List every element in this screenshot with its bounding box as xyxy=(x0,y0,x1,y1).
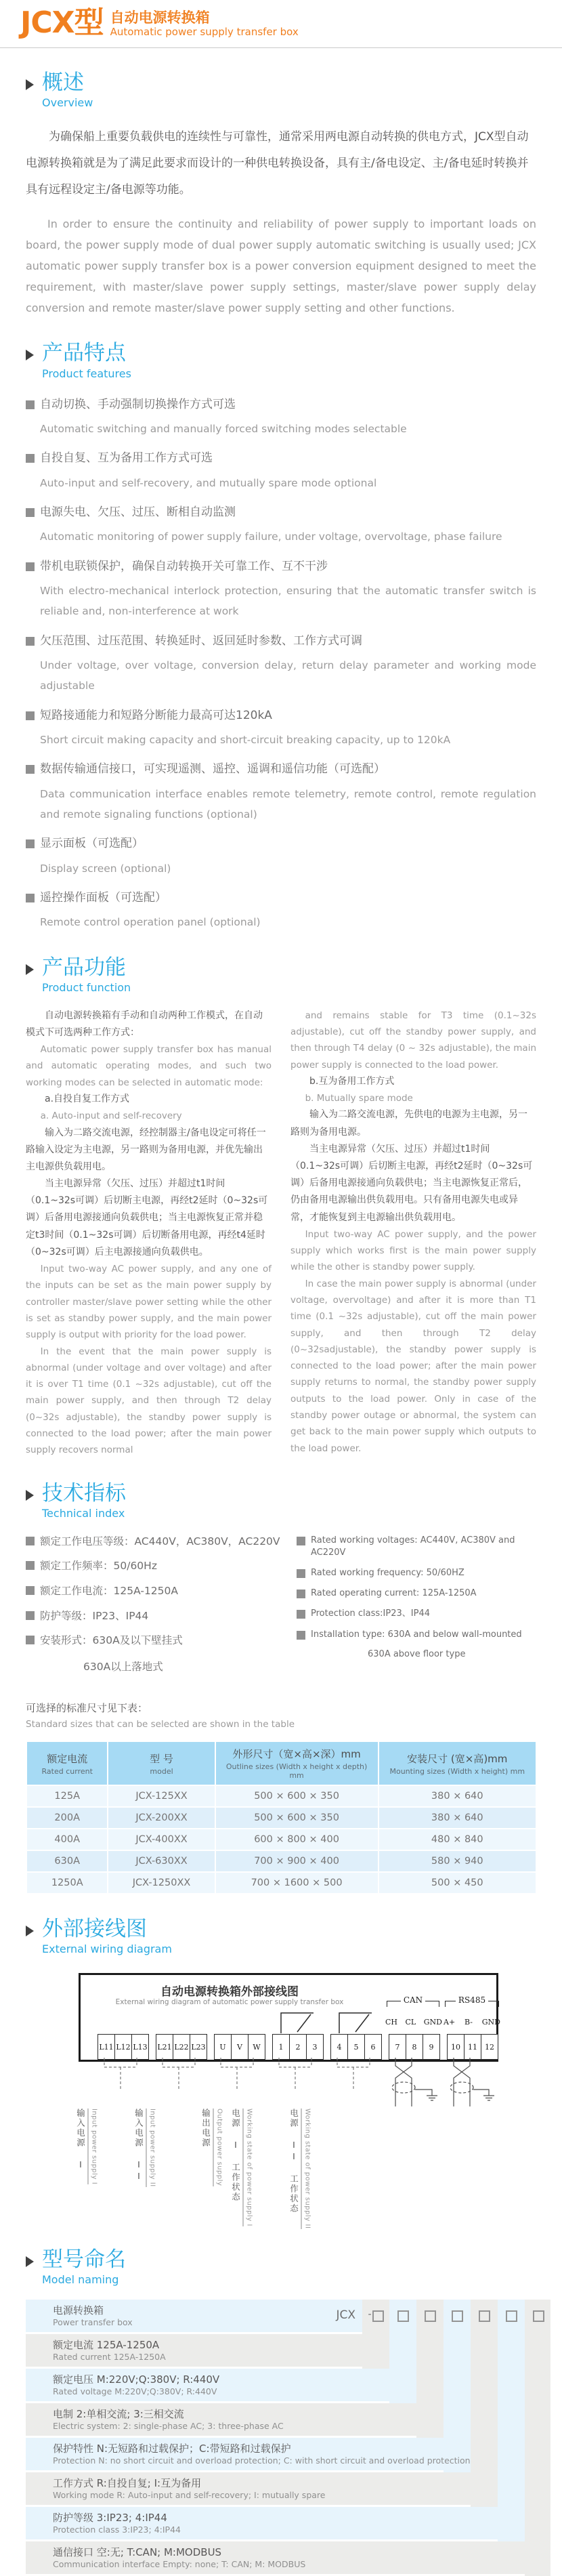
cell-rated-current: 400A xyxy=(26,1829,108,1850)
technical-columns xyxy=(26,1535,536,1683)
technical-left-column xyxy=(26,1535,297,1683)
triangle-bullet-icon xyxy=(26,964,34,975)
cell-outline-size: 600 × 800 × 400 xyxy=(215,1829,379,1850)
tech-item: 额定工作电压等级：AC440V，AC380V，AC220V xyxy=(40,1535,280,1547)
tech-item: Rated working voltages: AC440V, AC380V and AC220V xyxy=(311,1535,515,1558)
cell-mounting-size: 380 × 640 xyxy=(379,1785,536,1807)
cell-rated-current: 630A xyxy=(26,1850,108,1872)
terminal-group-output xyxy=(215,2034,265,2060)
terminal: 12 xyxy=(481,2034,498,2060)
lead-label-zh: 输出电源 xyxy=(200,2108,214,2186)
pin-b-minus: B- xyxy=(464,2018,473,2027)
table-row xyxy=(26,1829,536,1850)
col-header-rated-current: 额定电流 Rated current xyxy=(26,1741,108,1785)
table-note-zh: 可选择的标准尺寸见下表： xyxy=(26,1702,148,1715)
lead-label-en: Working state of power supply I xyxy=(245,2108,253,2227)
square-bullet-icon xyxy=(26,508,35,517)
terminal-group-input2 xyxy=(156,2034,207,2060)
cell-model: JCX-400XX xyxy=(108,1829,215,1850)
feature-item xyxy=(26,890,536,933)
function-paragraph: b.互为备用工作方式 xyxy=(309,1075,395,1087)
terminal: 2 xyxy=(289,2034,307,2060)
terminal: L12 xyxy=(114,2034,132,2060)
square-bullet-icon xyxy=(297,1631,305,1640)
feature-en: Automatic switching and manually forced switching modes selectable xyxy=(40,423,407,436)
lead-label-en: Output power supply xyxy=(215,2108,223,2186)
transfer-box-outline xyxy=(79,1973,498,2062)
function-columns xyxy=(26,1007,536,1459)
terminal-group-state2 xyxy=(331,2034,382,2060)
function-paragraph: Automatic power supply transfer box has manual and automatic operating modes, and such two working modes can be selected in automatic mode: xyxy=(26,1044,272,1088)
code-column-7 xyxy=(525,2300,550,2576)
function-paragraph: 输入为二路交流电源，先供电的电源为主电源，另一路则为备用电源。 xyxy=(290,1109,527,1138)
lead-label-en: Working state of power supply II xyxy=(303,2108,311,2229)
pin-gnd: GND xyxy=(423,2018,442,2027)
col-header-outline-sizes: 外形尺寸（宽×高×深）mm Outline sizes (Width x height x depth) mm xyxy=(215,1741,379,1785)
product-title-block xyxy=(110,9,299,38)
square-bullet-icon xyxy=(297,1610,305,1619)
wiring-title-en: External wiring diagram xyxy=(42,1943,172,1956)
naming-row-zh: 通信接口 空:无; T:CAN; M:MODBUS xyxy=(53,2546,222,2558)
code-box-icon xyxy=(372,2310,384,2322)
contact-switch-icon xyxy=(273,2008,322,2033)
naming-row-zh: 额定电流 125A-1250A xyxy=(53,2338,160,2351)
terminal: 7 xyxy=(389,2034,406,2060)
col-header-model: 型 号 model xyxy=(108,1741,215,1785)
model-naming-diagram xyxy=(26,2300,550,2576)
diagram-title-zh: 自动电源转换箱外部接线图 xyxy=(160,1985,299,1999)
square-bullet-icon xyxy=(26,400,35,409)
naming-title-en: Model naming xyxy=(42,2273,119,2287)
wiring-heading xyxy=(26,1917,536,1955)
function-paragraph: 当主电源异常（欠压、过压）并超过t1时间（0.1~32s可调）后切断主电源，再经t2延时（0~32s可调）后备用电源接通向负载供电；当主电源恢复正常后，仍由备用电源输出供负载用电。只有备用电源失电或异常，才能恢复到主电源输出供负载用电。 xyxy=(290,1143,533,1223)
feature-zh: 自动切换、手动强制切换操作方式可选 xyxy=(40,397,236,411)
cell-mounting-size: 480 × 840 xyxy=(379,1829,536,1850)
square-bullet-icon xyxy=(26,711,35,720)
table-row xyxy=(26,1872,536,1894)
function-paragraph: 当主电源异常（欠压、过压）并超过t1时间（0.1~32s可调）后切断主电源，再经t2延时（0~32s可调）后备用电源接通向负载供电；当主电源恢复正常并稳定t3时间（0.1~32s可调）后切断备用电源，再经t4延时（0~32s可调）后主电源接通向负载供电。 xyxy=(26,1178,268,1258)
naming-row-en: Rated current 125A-1250A xyxy=(53,2351,166,2362)
technical-right-column xyxy=(297,1535,536,1683)
section-technical xyxy=(26,1482,536,1895)
feature-zh: 自投自复、互为备用工作方式可选 xyxy=(40,451,213,465)
function-paragraph: Input two-way AC power supply, and any one of the inputs can be set as the main power supply by controller master/slave power setting while the other is set as standby power supply, and the main power supply is output with priority for the load power. xyxy=(26,1264,272,1341)
cell-outline-size: 500 × 600 × 350 xyxy=(215,1807,379,1829)
square-bullet-icon xyxy=(26,1636,35,1644)
function-paragraph: Input two-way AC power supply, and the power supply which works first is the main power supply while the other is standby power supply. xyxy=(290,1228,536,1273)
table-row xyxy=(26,1785,536,1807)
cell-mounting-size: 500 × 450 xyxy=(379,1872,536,1894)
technical-heading xyxy=(26,1482,536,1520)
function-right-column xyxy=(290,1007,536,1459)
code-box-icon xyxy=(479,2310,490,2322)
can-label: CAN xyxy=(403,1995,423,2006)
rs485-bracket xyxy=(445,1995,499,2007)
header-divider xyxy=(0,47,562,48)
lead-label-zh: 输入电源 I xyxy=(74,2108,89,2184)
section-overview xyxy=(26,71,536,318)
naming-row-en: Protection N: no short circuit and overload protection; C: with short circuit and overload protection xyxy=(53,2455,471,2466)
cell-mounting-size: 380 × 640 xyxy=(379,1807,536,1829)
terminal-group-input1 xyxy=(98,2034,149,2060)
naming-row-en: Power transfer box xyxy=(53,2317,133,2327)
code-box-icon xyxy=(452,2310,463,2322)
tech-item: 额定工作频率：50/60Hz xyxy=(40,1560,157,1573)
feature-en: Remote control operation panel (optional) xyxy=(40,916,261,929)
triangle-bullet-icon xyxy=(26,1490,34,1501)
section-naming xyxy=(26,2248,536,2576)
cell-model: JCX-630XX xyxy=(108,1850,215,1872)
cell-model: JCX-1250XX xyxy=(108,1872,215,1894)
function-heading xyxy=(26,956,536,994)
lead-label-zh: 输入电源 II xyxy=(133,2108,147,2187)
feature-en: Data communication interface enables remote telemetry, remote control, remote regulation and remote signaling functions (optional) xyxy=(40,787,536,821)
lead-label-zh: 电源 I 工作状态 xyxy=(230,2108,244,2226)
cell-outline-size: 700 × 1600 × 500 xyxy=(215,1872,379,1894)
terminal: 10 xyxy=(447,2034,464,2060)
feature-zh: 电源失电、欠压、过压、断相自动监测 xyxy=(40,505,236,519)
feature-zh: 数据传输通信接口，可实现遥测、遥控、遥调和遥信功能（可选配） xyxy=(40,762,385,776)
terminal: W xyxy=(248,2034,265,2060)
code-box-icon xyxy=(425,2310,436,2322)
code-box-icon xyxy=(506,2310,517,2322)
tech-item-continuation: 630A above floor type xyxy=(368,1648,466,1659)
feature-item xyxy=(26,707,536,751)
naming-row-en: Communication interface Empty: none; T: CAN; M: MODBUS xyxy=(53,2558,306,2569)
product-title-zh: 自动电源转换箱 xyxy=(110,9,210,26)
standard-sizes-table xyxy=(26,1741,537,1894)
technical-title-zh: 技术指标 xyxy=(42,1480,126,1505)
square-bullet-icon xyxy=(26,1561,35,1570)
feature-en: Auto-input and self-recovery, and mutually spare mode optional xyxy=(40,476,377,489)
overview-title-zh: 概述 xyxy=(42,70,84,96)
cell-rated-current: 1250A xyxy=(26,1872,108,1894)
triangle-bullet-icon xyxy=(26,2256,34,2267)
lead-label-en: Input power supply I xyxy=(90,2108,98,2185)
feature-item xyxy=(26,558,536,622)
pin-gnd: GND xyxy=(481,2018,500,2027)
table-header-row xyxy=(26,1741,536,1785)
cell-model: JCX-125XX xyxy=(108,1785,215,1807)
can-bracket xyxy=(387,1995,439,2007)
product-title-en: Automatic power supply transfer box xyxy=(110,26,299,39)
tech-item: Protection class:IP23、IP44 xyxy=(311,1608,430,1619)
overview-paragraph-zh: 为确保船上重要负载供电的连续性与可靠性，通常采用两电源自动转换的供电方式，JCX型自动电源转换箱就是为了满足此要求而设计的一种供电转换设备，具有主/备电设定、主/备电延时转换并具有远程设定主/备电源等功能。 xyxy=(26,130,529,197)
technical-title-en: Technical index xyxy=(42,1506,125,1520)
terminal-group-state1 xyxy=(273,2034,324,2060)
tech-item: 额定工作电流：125A-1250A xyxy=(40,1585,178,1598)
square-bullet-icon xyxy=(297,1569,305,1578)
cell-rated-current: 200A xyxy=(26,1807,108,1829)
feature-zh: 短路接通能力和短路分断能力最高可达120kA xyxy=(40,708,272,722)
tech-item: 安装形式：630A及以下壁挂式 xyxy=(40,1634,183,1647)
square-bullet-icon xyxy=(26,1611,35,1620)
pin-cl: CL xyxy=(405,2018,416,2027)
square-bullet-icon xyxy=(26,1586,35,1595)
pin-a-plus: A+ xyxy=(444,2018,456,2027)
section-function xyxy=(26,956,536,1459)
tech-item-continuation: 630A以上落地式 xyxy=(83,1661,163,1674)
square-bullet-icon xyxy=(26,1537,35,1545)
naming-heading xyxy=(26,2248,536,2286)
tech-item: Rated working frequency: 50/60HZ xyxy=(311,1568,464,1579)
overview-heading xyxy=(26,71,536,109)
feature-zh: 带机电联锁保护，确保自动转换开关可靠工作、互不干涉 xyxy=(40,559,328,573)
feature-en: Short circuit making capacity and short-circuit breaking capacity, up to 120kA xyxy=(40,734,451,747)
terminal: L21 xyxy=(156,2034,173,2060)
function-paragraph: 输入为二路交流电源，经控制器主/备电设定可将任一路输入设定为主电源，另一路则为备用电源，并优先输出主电源供负载用电。 xyxy=(26,1127,266,1172)
wiring-title-zh: 外部接线图 xyxy=(42,1917,147,1942)
naming-row-communication xyxy=(26,2541,550,2574)
terminal: 11 xyxy=(464,2034,481,2060)
rs485-pin-labels xyxy=(444,2018,500,2027)
naming-row-zh: 额定电压 M:220V;Q:380V; R:440V xyxy=(53,2373,220,2386)
terminal: L13 xyxy=(131,2034,149,2060)
triangle-bullet-icon xyxy=(26,79,34,90)
naming-row-protection xyxy=(26,2438,471,2470)
naming-title-zh: 型号命名 xyxy=(42,2247,126,2272)
feature-item xyxy=(26,633,536,697)
feature-item xyxy=(26,761,536,825)
naming-row-protection-class xyxy=(26,2507,525,2539)
feature-item xyxy=(26,504,536,547)
code-column-6 xyxy=(498,2300,525,2541)
section-wiring xyxy=(26,1917,536,2229)
terminal: L22 xyxy=(173,2034,190,2060)
terminal: 5 xyxy=(347,2034,365,2060)
square-bullet-icon xyxy=(26,894,35,902)
square-bullet-icon xyxy=(297,1590,305,1598)
features-heading xyxy=(26,341,536,379)
section-features xyxy=(26,341,536,932)
function-left-column xyxy=(26,1007,272,1459)
naming-row-zh: 防护等级 3:IP23; 4:IP44 xyxy=(53,2511,167,2524)
product-model-title: JCX型 xyxy=(20,5,104,40)
terminal: L23 xyxy=(190,2034,207,2060)
features-title-en: Product features xyxy=(42,367,131,380)
naming-row-en: Electric system: 2: single-phase AC; 3: three-phase AC xyxy=(53,2420,284,2431)
function-title-en: Product function xyxy=(42,980,131,994)
feature-en: With electro-mechanical interlock protection, ensuring that the automatic transfer switch is reliable and, non-interference at work xyxy=(40,585,536,618)
cell-model: JCX-200XX xyxy=(108,1807,215,1829)
can-pin-labels xyxy=(385,2018,442,2027)
terminal: 8 xyxy=(406,2034,423,2060)
cell-outline-size: 700 × 900 × 400 xyxy=(215,1850,379,1872)
code-box-icon xyxy=(397,2310,409,2322)
tech-item: Installation type: 630A and below wall-mounted xyxy=(311,1629,522,1640)
feature-zh: 显示面板（可选配） xyxy=(40,837,144,851)
naming-row-working-mode xyxy=(26,2472,498,2505)
naming-row-zh: 保护特性 N:无短路和过载保护；C:带短路和过载保护 xyxy=(53,2442,291,2455)
lead-label-en: Input power supply II xyxy=(148,2108,156,2187)
overview-paragraph-en: In order to ensure the continuity and reliability of power supply to important loads on board, the power supply mode of dual power supply automatic switching is usually used; JCX automatic power supply transfer box is a power conversion equipment designed to meet the requirement, with master/slave power supply settings, master/slave power supply delay conversion and remote master/slave power supply setting and other functions. xyxy=(26,217,536,315)
terminal: 9 xyxy=(423,2034,440,2060)
triangle-bullet-icon xyxy=(26,350,34,360)
function-paragraph: 自动电源转换箱有手动和自动两种工作模式，在自动模式下可选两种工作方式： xyxy=(26,1010,263,1038)
page-header xyxy=(0,0,562,38)
features-title-zh: 产品特点 xyxy=(42,341,126,366)
naming-row-zh: 电源转换箱 xyxy=(53,2304,104,2317)
naming-row-zh: 电制 2:单相交流; 3:三相交流 xyxy=(53,2407,184,2420)
square-bullet-icon xyxy=(26,454,35,463)
terminal: L11 xyxy=(98,2034,115,2060)
triangle-bullet-icon xyxy=(26,1926,34,1936)
function-paragraph: a.自投自复工作方式 xyxy=(45,1094,130,1105)
function-paragraph: a. Auto-input and self-recovery xyxy=(40,1110,182,1122)
feature-item xyxy=(26,835,536,879)
table-note-en: Standard sizes that can be selected are shown in the table xyxy=(26,1719,295,1730)
feature-item xyxy=(26,450,536,493)
square-bullet-icon xyxy=(26,562,35,571)
wiring-leads xyxy=(79,2058,498,2108)
square-bullet-icon xyxy=(26,637,35,646)
table-row xyxy=(26,1850,536,1872)
pin-ch: CH xyxy=(385,2018,398,2027)
feature-en: Under voltage, over voltage, conversion delay, return delay parameter and working mode adjustable xyxy=(40,659,536,692)
function-paragraph: In case the main power supply is abnormal (under voltage, overvoltage) and after it is more than T1 time (0.1 ~32s adjustable), cut off the main power supply, and then through T2 delay (0~32sadjustable), the standby power supply is connected to the load power; after the main power supply returns to normal, the standby power supply outputs to the load power. Only in case of the standby power outage or abnormal, the system can get back to the main power supply which outputs to the load power. xyxy=(290,1278,536,1454)
model-prefix: JCX xyxy=(336,2308,355,2323)
rs485-label: RS485 xyxy=(458,1995,486,2006)
code-dash: - xyxy=(368,2309,372,2321)
terminal: V xyxy=(231,2034,248,2060)
function-paragraph: In the event that the main power supply is abnormal (under voltage and over voltage) and after it is over T1 time (0.1 ~32s adjustable), cut off the main power supply, and then through T2 delay (0~32s adjustable), the standby power supply is connected to the load power; after the main power supply recovers normal xyxy=(26,1346,272,1456)
square-bullet-icon xyxy=(26,839,35,848)
features-list xyxy=(26,396,536,933)
terminal: 4 xyxy=(330,2034,348,2060)
terminal: 6 xyxy=(364,2034,382,2060)
code-box-icon xyxy=(533,2310,544,2322)
naming-row-en: Protection class 3:IP23; 4:IP44 xyxy=(53,2524,181,2535)
function-title-zh: 产品功能 xyxy=(42,955,126,980)
terminal: 1 xyxy=(272,2034,290,2060)
tech-item: 防护等级：IP23、IP44 xyxy=(40,1609,149,1622)
wiring-diagram xyxy=(75,1973,500,2229)
overview-title-en: Overview xyxy=(42,96,93,110)
square-bullet-icon xyxy=(26,765,35,774)
terminal: U xyxy=(214,2034,232,2060)
naming-row-rated-current xyxy=(26,2334,389,2367)
lead-label-zh: 电源 II 工作状态 xyxy=(288,2108,302,2228)
feature-item xyxy=(26,396,536,440)
naming-row-en: Rated voltage M:220V;Q:380V; R:440V xyxy=(53,2386,217,2396)
feature-zh: 欠压范围、过压范围、转换延时、返回延时参数、工作方式可调 xyxy=(40,633,362,648)
terminal: 3 xyxy=(306,2034,324,2060)
cell-outline-size: 500 × 600 × 350 xyxy=(215,1785,379,1807)
naming-row-product xyxy=(26,2300,362,2332)
terminal-group-rs485 xyxy=(448,2034,498,2060)
tech-item: Rated operating current: 125A-1250A xyxy=(311,1588,477,1599)
terminal-group-can xyxy=(389,2034,440,2060)
col-header-mounting-sizes: 安装尺寸 (宽×高)mm Mounting sizes (Width x height) mm xyxy=(379,1741,536,1785)
square-bullet-icon xyxy=(297,1537,305,1545)
function-paragraph: b. Mutually spare mode xyxy=(305,1093,413,1104)
diagram-title-en: External wiring diagram of automatic power supply transfer box xyxy=(115,1998,344,2007)
table-row xyxy=(26,1807,536,1829)
cell-mounting-size: 580 × 940 xyxy=(379,1850,536,1872)
cell-rated-current: 125A xyxy=(26,1785,108,1807)
naming-row-electric-system xyxy=(26,2403,444,2436)
function-paragraph: and remains stable for T3 time (0.1~32s adjustable), cut off the standby power supply, and then through T4 delay (0 ~ 32s adjustable), the main power supply is connected to the load power. xyxy=(290,1010,536,1071)
contact-switch-icon xyxy=(331,2008,380,2033)
naming-row-zh: 工作方式 R:自投自复; I:互为备用 xyxy=(53,2476,202,2489)
lead-label-state2 xyxy=(288,2108,420,2228)
feature-en: Display screen (optional) xyxy=(40,862,171,875)
naming-row-en: Working mode R: Auto-input and self-recovery; I: mutually spare xyxy=(53,2489,326,2500)
feature-zh: 遥控操作面板（可选配） xyxy=(40,890,167,905)
feature-en: Automatic monitoring of power supply failure, under voltage, overvoltage, phase failure xyxy=(40,531,502,543)
naming-row-rated-voltage xyxy=(26,2369,416,2401)
